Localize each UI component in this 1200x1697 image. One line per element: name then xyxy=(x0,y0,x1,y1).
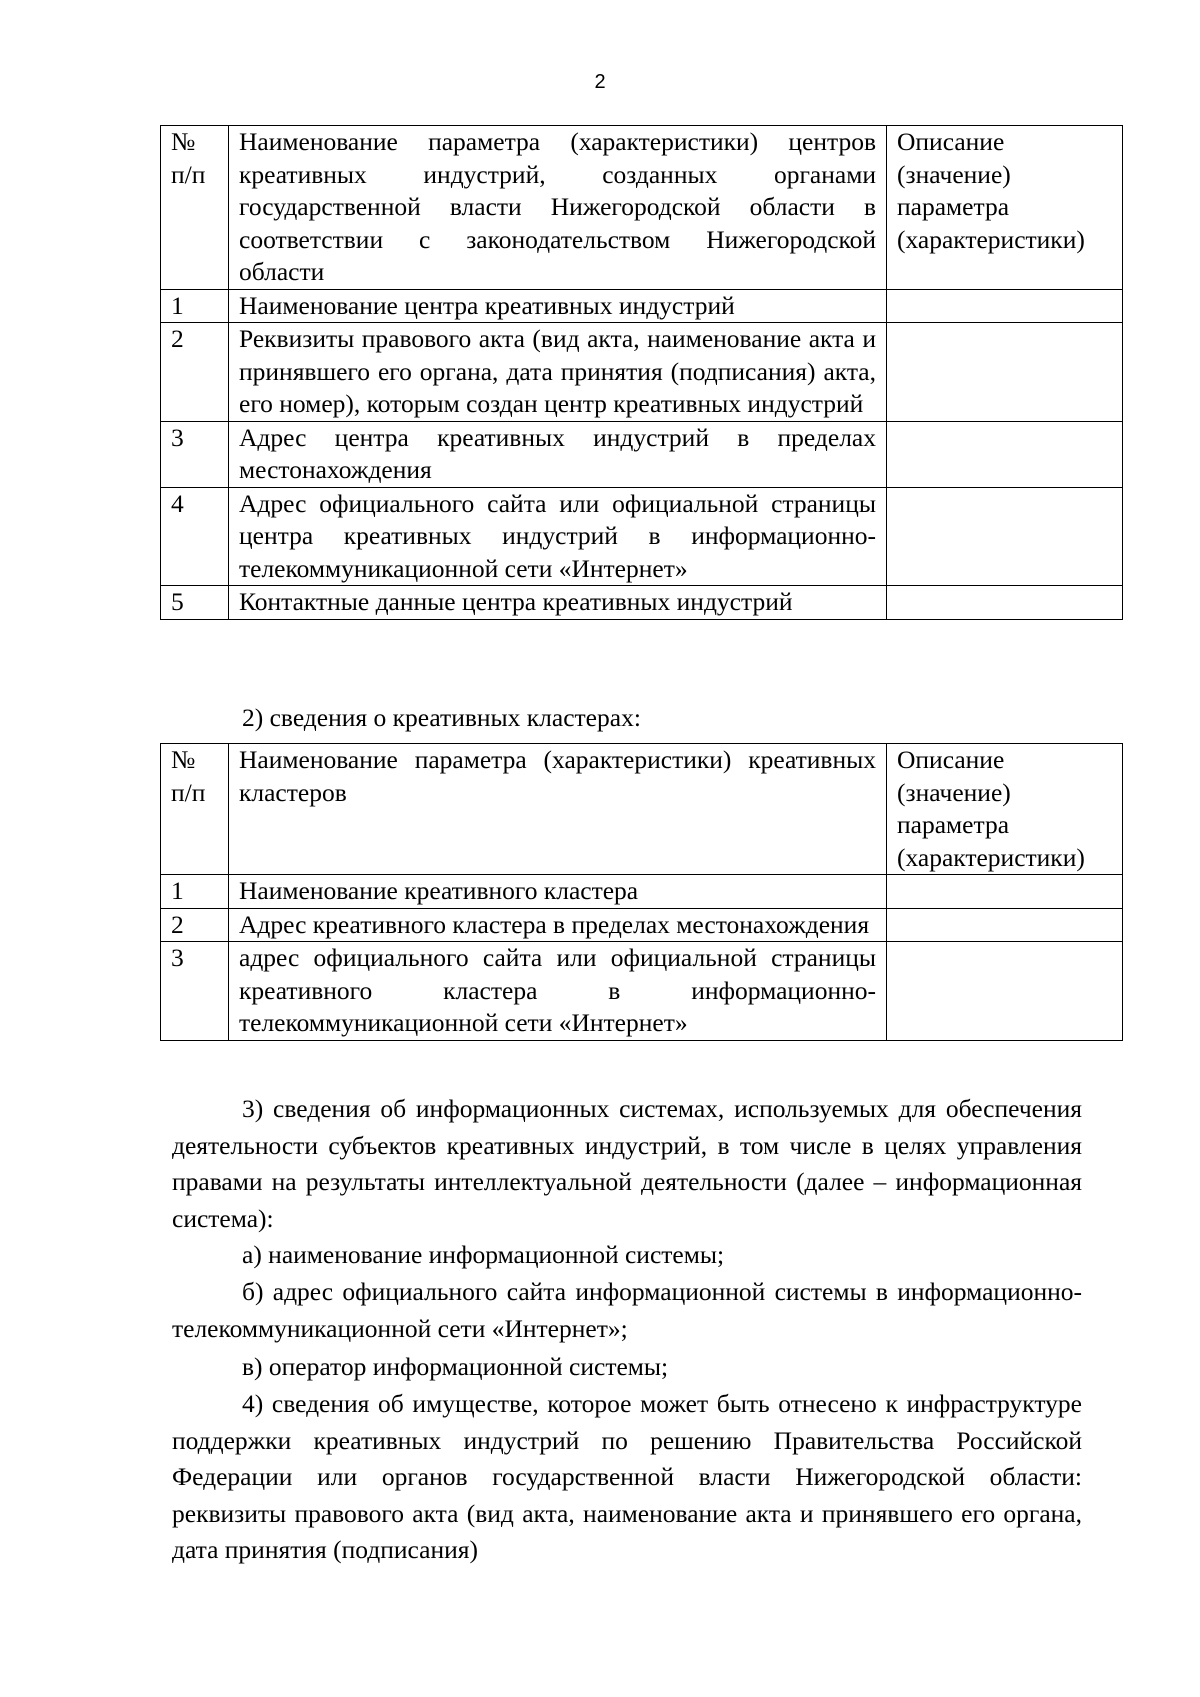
row-name: Адрес центра креативных индустрий в пределах местонахождения xyxy=(229,421,887,487)
table-row xyxy=(161,586,1123,620)
header-num: № п/п xyxy=(161,126,229,290)
paragraph-4: 4) сведения об имуществе, которое может быть отнесено к инфраструктуре поддержки креативных индустрий по решению Правительства Российской Федерации или органов государственной власти Нижегородской области: реквизиты правового акта (вид акта, наименование акта и принявшего его органа, дата принятия (подписания) xyxy=(172,1389,1082,1564)
creative-centers-table xyxy=(160,125,1123,620)
header-name: Наименование параметра (характеристики) центров креативных индустрий, созданных органами государственной власти Нижегородской области в соответствии с законодательством Нижегородской области xyxy=(229,126,887,290)
table-row xyxy=(161,487,1123,586)
paragraph-v: в) оператор информационной системы; xyxy=(242,1352,669,1381)
row-desc xyxy=(887,289,1123,323)
row-num: 4 xyxy=(161,487,229,586)
paragraph-a: а) наименование информационной системы; xyxy=(242,1240,725,1269)
row-name: Контактные данные центра креативных индустрий xyxy=(229,586,887,620)
paragraph-3: 3) сведения об информационных системах, используемых для обеспечения деятельности субъектов креативных индустрий, в том числе в целях управления правами на результаты интеллектуальной деятельности (далее – информационная система): xyxy=(172,1094,1082,1233)
header-name: Наименование параметра (характеристики) креативных кластеров xyxy=(229,744,887,875)
section2-title: 2) сведения о креативных кластерах: xyxy=(242,703,641,732)
table-row xyxy=(161,942,1123,1041)
row-desc xyxy=(887,875,1123,909)
row-num: 1 xyxy=(161,289,229,323)
row-num: 3 xyxy=(161,942,229,1041)
header-desc: Описание (значение) параметра (характеристики) xyxy=(887,744,1123,875)
row-desc xyxy=(887,942,1123,1041)
row-num: 1 xyxy=(161,875,229,909)
row-name: Адрес официального сайта или официальной страницы центра креативных индустрий в информационно-телекоммуникационной сети «Интернет» xyxy=(229,487,887,586)
row-desc xyxy=(887,421,1123,487)
table-row xyxy=(161,323,1123,422)
row-desc xyxy=(887,323,1123,422)
header-desc: Описание (значение) параметра (характеристики) xyxy=(887,126,1123,290)
row-name: адрес официального сайта или официальной страницы креативного кластера в информационно-телекоммуникационной сети «Интернет» xyxy=(229,942,887,1041)
table-header-row xyxy=(161,744,1123,875)
page-number: 2 xyxy=(594,71,606,93)
table-row xyxy=(161,875,1123,909)
paragraph-b: б) адрес официального сайта информационной системы в информационно-телекоммуникационной сети «Интернет»; xyxy=(172,1277,1082,1343)
header-num: № п/п xyxy=(161,744,229,875)
row-num: 3 xyxy=(161,421,229,487)
row-name: Адрес креативного кластера в пределах местонахождения xyxy=(229,908,887,942)
row-desc xyxy=(887,487,1123,586)
row-name: Наименование центра креативных индустрий xyxy=(229,289,887,323)
row-name: Реквизиты правового акта (вид акта, наименование акта и принявшего его органа, дата принятия (подписания) акта, его номер), которым создан центр креативных индустрий xyxy=(229,323,887,422)
table-header-row xyxy=(161,126,1123,290)
table-row xyxy=(161,289,1123,323)
row-num: 2 xyxy=(161,908,229,942)
table-row xyxy=(161,421,1123,487)
row-desc xyxy=(887,586,1123,620)
row-num: 5 xyxy=(161,586,229,620)
row-name: Наименование креативного кластера xyxy=(229,875,887,909)
table-row xyxy=(161,908,1123,942)
row-num: 2 xyxy=(161,323,229,422)
row-desc xyxy=(887,908,1123,942)
creative-clusters-table xyxy=(160,743,1123,1041)
